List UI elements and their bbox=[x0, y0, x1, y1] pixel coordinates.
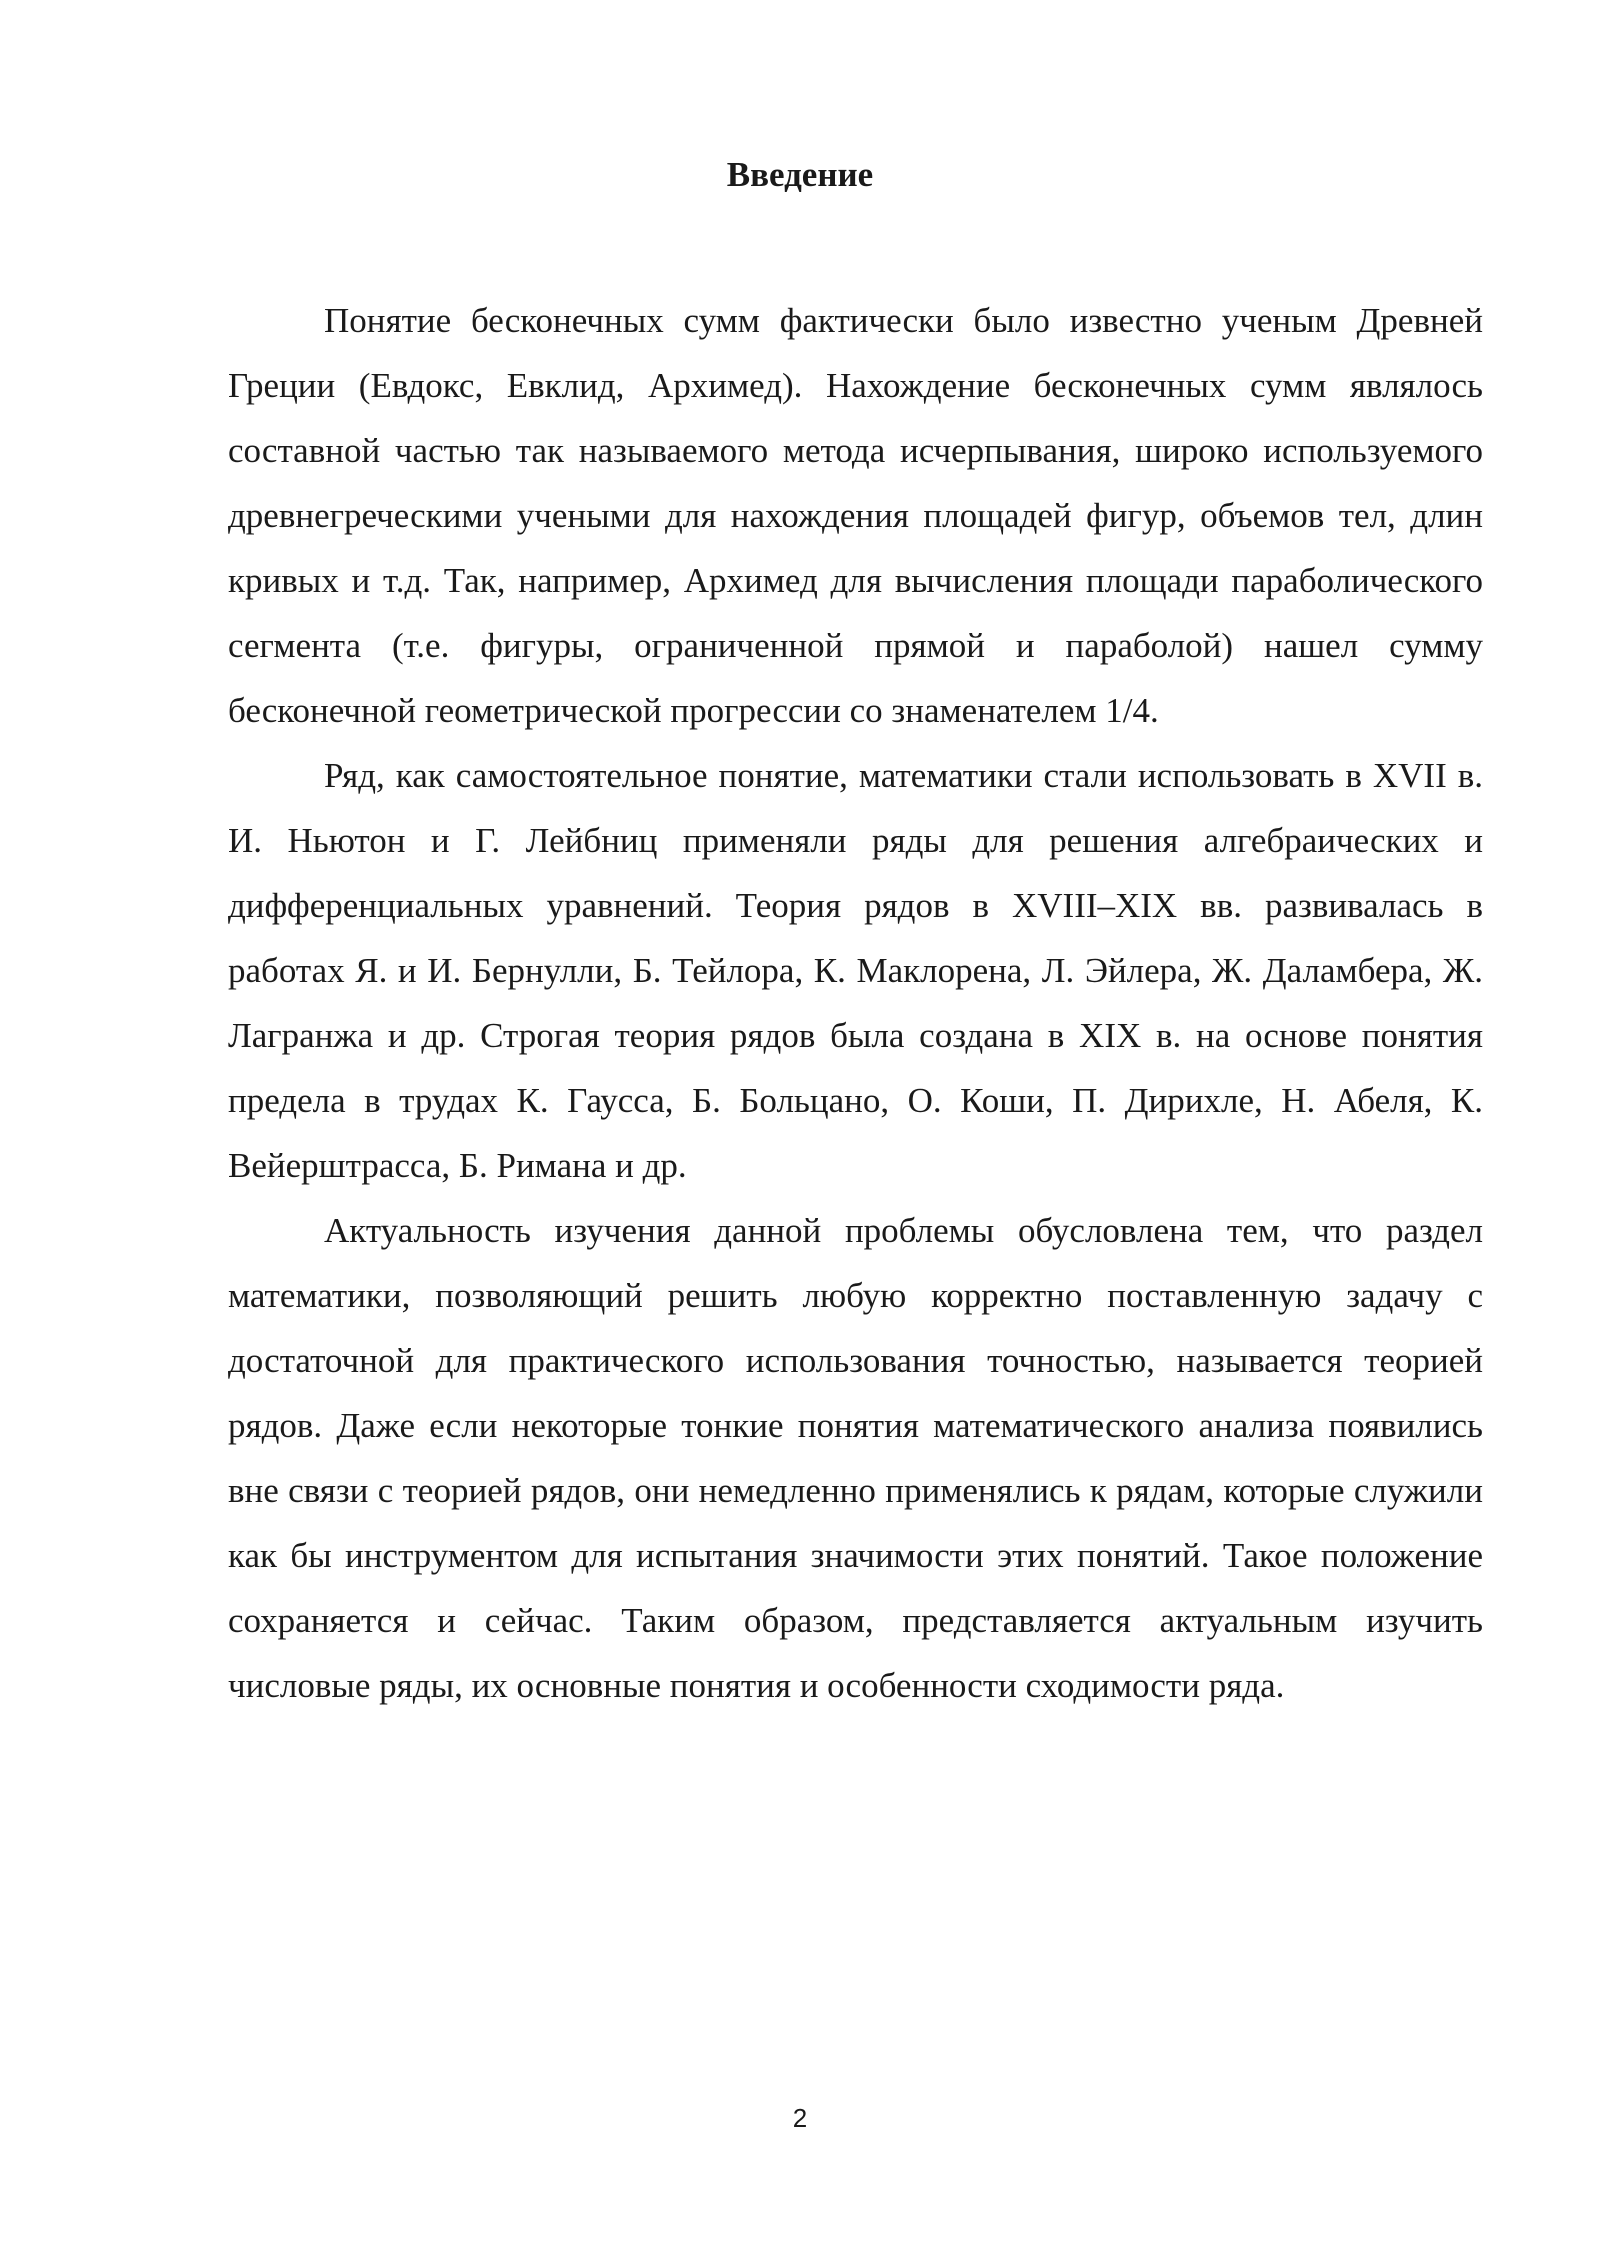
body-text bbox=[228, 288, 1483, 1718]
page-number: 2 bbox=[792, 2103, 808, 2133]
paragraph-3: Актуальность изучения данной проблемы обусловлена тем, что раздел математики, позволяющий решить любую корректно поставленную задачу с достаточной для практического использования точностью, называется теорией рядов. Даже если некоторые тонкие понятия математического анализа появились вне связи с теорией рядов, они немедленно применялись к рядам, которые служили как бы инструментом для испытания значимости этих понятий. Такое положение сохраняется и сейчас. Таким образом, представляется актуальным изучить числовые ряды, их основные понятия и особенности сходимости ряда. bbox=[228, 1211, 1483, 1705]
paragraph-1: Понятие бесконечных сумм фактически было известно ученым Древней Греции (Евдокс, Евклид, Архимед). Нахождение бесконечных сумм являлось составной частью так называемого метода исчерпывания, широко используемого древнегреческими учеными для нахождения площадей фигур, объемов тел, длин кривых и т.д. Так, например, Архимед для вычисления площади параболического сегмента (т.е. фигуры, ограниченной прямой и параболой) нашел сумму бесконечной геометрической прогрессии со знаменателем 1/4. bbox=[228, 301, 1483, 730]
paragraph-2: Ряд, как самостоятельное понятие, математики стали использовать в XVII в. И. Ньютон и Г. Лейбниц применяли ряды для решения алгебраических и дифференциальных уравнений. Теория рядов в XVIII–XIX вв. развивалась в работах Я. и И. Бернулли, Б. Тейлора, К. Маклорена, Л. Эйлера, Ж. Даламбера, Ж. Лагранжа и др. Строгая теория рядов была создана в XIX в. на основе понятия предела в трудах К. Гаусса, Б. Больцано, О. Коши, П. Дирихле, Н. Абеля, К. Вейерштрасса, Б. Римана и др. bbox=[228, 756, 1483, 1185]
page-title: Введение bbox=[726, 155, 874, 194]
